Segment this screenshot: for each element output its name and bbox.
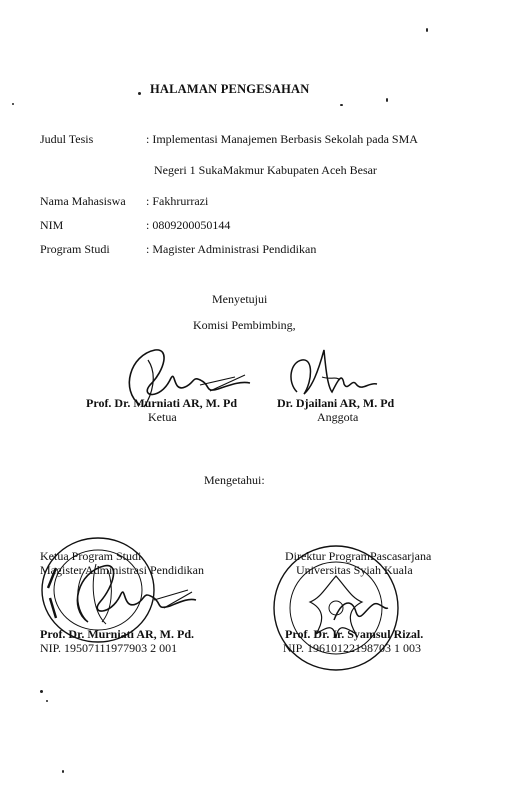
field-label-prodi: Program Studi [40,242,110,256]
supervisor-role-anggota: Anggota [317,410,359,424]
signatory-title-direktur: Direktur ProgramPascasarjana [285,549,432,563]
signatory-nip-direktur: NIP. 19610122198703 1 003 [283,641,422,655]
field-value-judul: : Implementasi Manajemen Berbasis Sekolah pada SMA [146,132,418,146]
committee-label: Komisi Pembimbing, [193,318,296,332]
field-value-nama: : Fakhrurrazi [146,194,209,208]
scan-speck [40,690,43,693]
signatory-name-direktur: Prof. Dr. Ir. Syamsul Rizal. [285,627,424,641]
signatory-nip-prodi: NIP. 19507111977903 2 001 [40,641,178,655]
signatory-unit-direktur: Universitas Syiah Kuala [296,563,413,577]
scan-speck [12,103,14,105]
signatory-title-prodi: Ketua Program Studi [40,549,142,563]
scan-speck [46,700,48,702]
scan-speck [138,92,141,95]
supervisor-name-ketua: Prof. Dr. Murniati AR, M. Pd [86,396,237,410]
scan-speck [426,28,428,32]
scan-speck [62,770,64,773]
field-value-prodi: : Magister Administrasi Pendidikan [146,242,317,256]
signature-ketua [110,345,260,425]
signatory-unit-prodi: Magister Administrasi Pendidikan [40,563,204,577]
signature-direktur [330,590,390,630]
field-label-judul: Judul Tesis [40,132,94,146]
acknowledged-label: Mengetahui: [204,473,265,487]
scan-speck [386,98,388,102]
field-label-nama: Nama Mahasiswa [40,194,126,208]
field-value-nim: : 0809200050144 [146,218,231,232]
approval-heading: Menyetujui [212,292,268,306]
signatory-name-prodi: Prof. Dr. Murniati AR, M. Pd. [40,627,194,641]
supervisor-role-ketua: Ketua [148,410,177,424]
scan-speck [340,104,343,106]
field-value-judul-cont: Negeri 1 SukaMakmur Kabupaten Aceh Besar [154,163,377,177]
supervisor-name-anggota: Dr. Djailani AR, M. Pd [277,396,395,410]
field-label-nim: NIM [40,218,64,232]
page-title: HALAMAN PENGESAHAN [150,82,310,96]
